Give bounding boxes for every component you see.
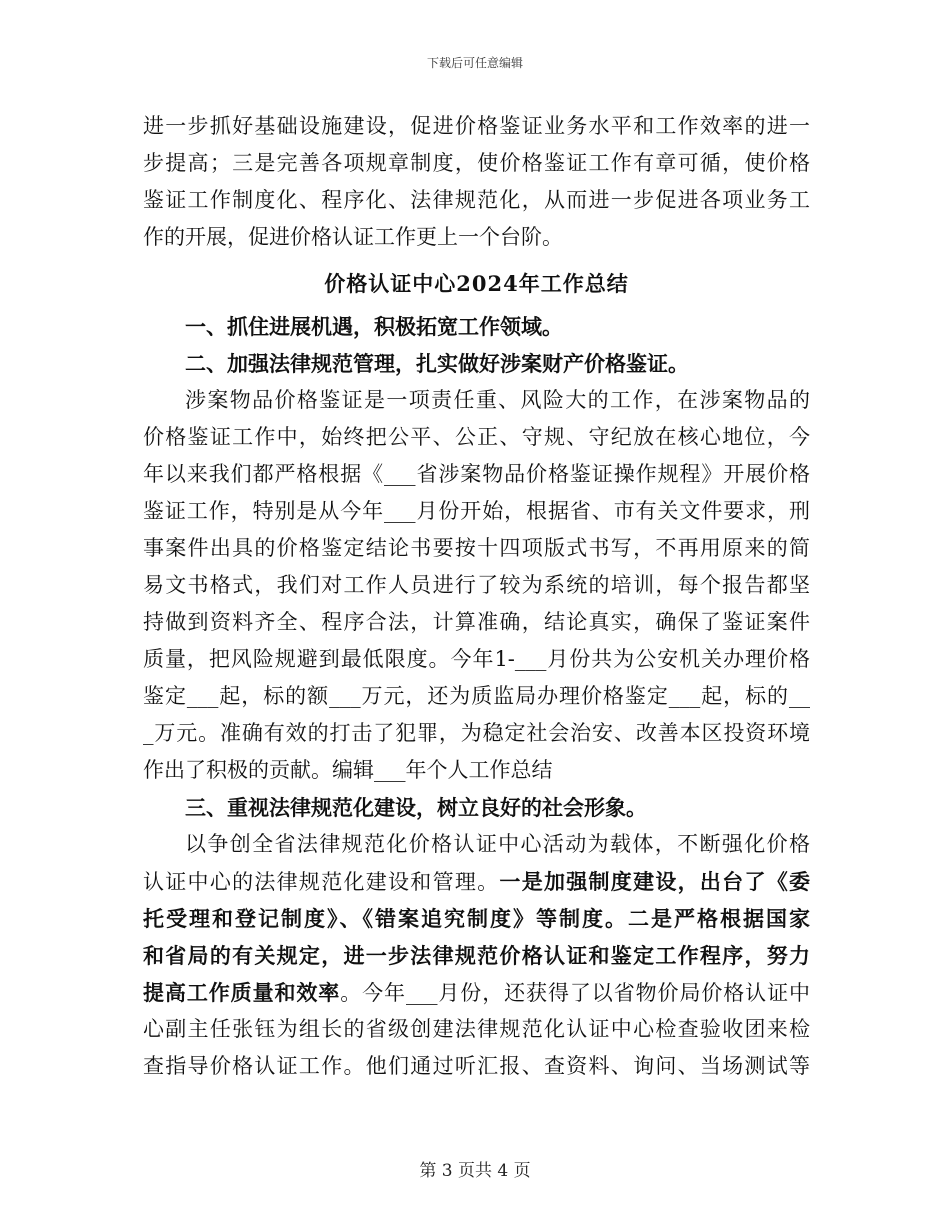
paragraph-line: 涉案物品价格鉴证是一项责任重、风险大的工作，在涉案物品的 — [185, 388, 810, 412]
header-note: 下载后可任意编辑 — [426, 56, 523, 70]
paragraph-line: 鉴证工作制度化、程序化、法律规范化，从而进一步促进各项业务工 — [143, 188, 810, 212]
paragraph-line: 查指导价格认证工作。他们通过听汇报、查资料、询问、当场测试等 — [143, 1054, 810, 1078]
text-run: 。今年___月份，还获得了以省物价局价格认证中 — [340, 981, 811, 1005]
paragraph-line: 价格鉴证工作中，始终把公平、公正、守规、守纪放在核心地位，今 — [143, 425, 810, 449]
paragraph-line: 进一步抓好基础设施建设，促进价格鉴证业务水平和工作效率的进一 — [143, 114, 810, 138]
bold-text-run: 提高工作质量和效率 — [143, 980, 341, 1005]
paragraph-line: 事案件出具的价格鉴定结论书要按十四项版式书写，不再用原来的简 — [143, 536, 810, 560]
paragraph-line: 以争创全省法律规范化价格认证中心活动为载体，不断强化价格 — [185, 832, 810, 856]
document-title: 价格认证中心2024年工作总结 — [324, 271, 629, 296]
paragraph-line: 托受理和登记制度》、《错案追究制度》等制度。二是严格根据国家 — [143, 906, 810, 931]
paragraph-line: 质量，把风险规避到最低限度。今年1-___月份共为公安机关办理价格 — [143, 647, 810, 671]
paragraph-line: 和省局的有关规定，进一步法律规范价格认证和鉴定工作程序，努力 — [143, 943, 810, 968]
paragraph-line: 年以来我们都严格根据《___省涉案物品价格鉴证操作规程》开展价格 — [143, 462, 810, 486]
paragraph-line: 心副主任张钰为组长的省级创建法律规范化认证中心检查验收团来检 — [143, 1017, 810, 1041]
paragraph-line: _万元。准确有效的打击了犯罪，为稳定社会治安、改善本区投资环境 — [143, 721, 810, 745]
paragraph-line: 易文书格式，我们对工作人员进行了较为系统的培训，每个报告都坚 — [143, 573, 810, 597]
paragraph-line: 步提高；三是完善各项规章制度，使价格鉴证工作有章可循，使价格 — [143, 151, 810, 175]
paragraph-line — [143, 863, 810, 900]
paragraph-line — [143, 974, 810, 1011]
section-heading-3: 三、重视法律规范化建设，树立良好的社会形象。 — [185, 795, 647, 820]
paragraph-line: 持做到资料齐全、程序合法，计算准确，结论真实，确保了鉴证案件 — [143, 610, 810, 634]
page-number: 第 3 页共 4 页 — [419, 1161, 531, 1181]
paragraph-line: 鉴证工作，特别是从今年___月份开始，根据省、市有关文件要求，刑 — [143, 499, 810, 523]
paragraph-line: 作的开展，促进价格认证工作更上一个台阶。 — [143, 225, 563, 249]
paragraph-line: 作出了积极的贡献。编辑___年个人工作总结 — [143, 758, 553, 782]
bold-text-run: 一是加强制度建设，出台了《委 — [499, 869, 811, 894]
section-heading-1: 一、抓住进展机遇，积极拓宽工作领域。 — [185, 314, 563, 339]
document-body — [143, 108, 810, 1085]
paragraph-line: 鉴定___起，标的额___万元，还为质监局办理价格鉴定___起，标的__ — [143, 684, 810, 708]
section-heading-2: 二、加强法律规范管理，扎实做好涉案财产价格鉴证。 — [185, 351, 689, 376]
text-run: 认证中心的法律规范化建设和管理。 — [143, 870, 500, 894]
